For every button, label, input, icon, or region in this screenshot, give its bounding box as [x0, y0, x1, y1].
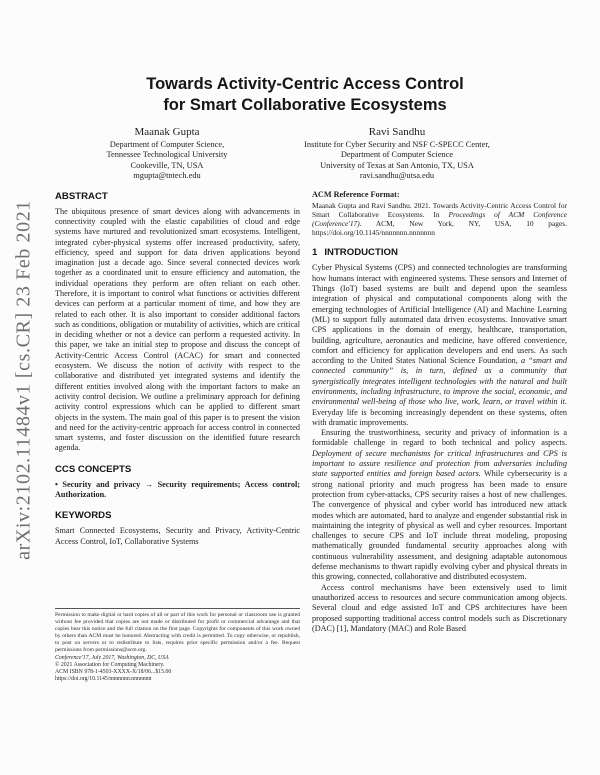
acm-ref-text-a: Maanak Gupta and Ravi Sandhu. 2021. Towards Activity-Centric Access Control for Smart Collaborative Ecosystems. In	[312, 200, 567, 219]
author-2-affiliation-line3: University of Texas at San Antonio, TX, USA	[320, 160, 474, 170]
ccs-concepts-heading: CCS CONCEPTS	[55, 463, 132, 475]
introduction-paragraph-1	[312, 263, 567, 428]
keywords-text: Smart Connected Ecosystems, Security and Privacy, Activity-Centric Access Control, IoT, Collaborative Systems	[55, 526, 300, 546]
arxiv-identifier-stamp: arXiv:2102.11484v1 [cs.CR] 23 Feb 2021	[12, 200, 35, 560]
ccs-concept-list: Security requirements; Access control; Authorization.	[55, 479, 300, 500]
permission-statement: Permission to make digital or hard copies of all or part of this work for personal or classroom use is granted without fee provided that copies are not made or distributed for profit or commercial advantage and that copies bear this notice and the full citation on the first page. Copyrights for components of this work owned by others than ACM must be honored. Abstracting with credit is permitted. To copy otherwise, or republish, to post on servers or to redistribute to lists, requires prior specific permission and/or a fee. Request permissions from permissions@acm.org.	[55, 612, 300, 653]
author-1-name: Maanak Gupta	[134, 126, 200, 138]
acm-ref-text-italic: Proceedings of ACM Conference (Conference'17).	[312, 209, 568, 229]
ccs-arrow: →	[140, 479, 158, 489]
author-2-affiliation-line1: Institute for Cyber Security and NSF C-SPECC Center,	[304, 140, 490, 149]
introduction-section-title: INTRODUCTION	[324, 247, 398, 259]
author-2-name: Ravi Sandhu	[368, 126, 426, 138]
abstract-paragraph	[55, 207, 300, 454]
abstract-text-b: with respect to the collaborative and distributed yet integrated systems and identify the different entities involved along with the important factors to make an activity control decision. We outline a preliminary approach for defining activity control expressions which can be applied to different smart objects in the system. The main goal of this paper is to present the vision and need for the activity-centric approach for access control in connected smart systems, and foster discussion on the identified future research agenda.	[55, 361, 300, 453]
acm-reference-text	[312, 201, 567, 238]
author-1-affiliation-line2: Tennessee Technological University	[106, 150, 228, 160]
introduction-paragraph-2	[312, 428, 567, 582]
intro-p2-italic-text: Deployment of secure mechanisms for critical infrastructures and CPS is important to assure resilience and protection from adversaries including state supported entities and foreign based actors.	[312, 448, 567, 479]
paper-title-line2: for Smart Collaborative Ecosystems	[163, 96, 447, 114]
conference-line: Conference'17, July 2017, Washington, DC, USA	[55, 654, 169, 661]
isbn-line: ACM ISBN 978-1-4503-XXXX-X/18/06...$15.00	[55, 669, 172, 676]
two-column-body	[55, 188, 567, 688]
acm-ref-text-b: ACM, New York, NY, USA, 10 pages. https://doi.org/10.1145/nnnnnnn.nnnnnnn	[312, 219, 567, 238]
ccs-category: • Security and privacy	[55, 479, 141, 489]
author-2-affiliation-line2: Department of Computer Science	[340, 150, 454, 160]
intro-p2-text-a: Ensuring the trustworthiness, security and privacy of information is a formidable challenge in regard to both technical and policy aspects.	[312, 428, 567, 448]
intro-p1-text-a: Cyber Physical Systems (CPS) and connected technologies are transforming how humans interact with engineered systems. These sensors and Internet of Things (IoT) based systems are built and depend upon the seamless integration of physical and computational components along with the emerging technologies of Artificial Intelligence (AI) and Machine Learning (ML) to support fully automated data driven ecosystems. Innovative smart CPS applications in the domain of energy, healthcare, transportation, building, agriculture, aeronautics and medicine, have offered convenience, comfort and efficiency for application developers and end users. As such according to the United States National Science Foundation,	[312, 263, 567, 366]
introduction-heading	[312, 247, 567, 259]
copyright-line: © 2021 Association for Computing Machinery.	[55, 662, 165, 669]
copyright-footnote-block	[55, 608, 300, 683]
ccs-concepts-line	[55, 480, 300, 501]
abstract-heading: ABSTRACT	[55, 190, 108, 202]
paper-content	[55, 0, 567, 688]
author-1-email: mgupta@tntech.edu	[133, 171, 201, 181]
author-1-affiliation-line3: Cookeville, TN, USA	[130, 160, 204, 170]
author-2-email: ravi.sandhu@utsa.edu	[359, 171, 435, 181]
author-2	[279, 125, 515, 182]
paper-title	[55, 74, 555, 116]
right-column	[312, 188, 567, 688]
paper-title-line1: Towards Activity-Centric Access Control	[146, 75, 464, 93]
introduction-section-number: 1	[312, 247, 318, 259]
author-1-affiliation-line1: Department of Computer Science,	[109, 140, 225, 149]
abstract-text-a: The ubiquitous presence of smart devices along with advancements in connectivity coupled with the elastic capabilities of cloud and edge systems have nurtured and revolutionized smart ecosystems. Intelligent, integrated cyber-physical systems offer increased productivity, safety, efficiency, speed and support for data driven applications beyond imagination just a decade ago. Since several connected devices work together as a coordinated unit to ensure efficiency and automation, the individual operations they perform are often reliant on each other. Therefore, it is important to control what functions or activities different devices can perform at a particular moment of time, and how they are related to each other. It is also important to consider additional factors such as conditions, obligation or mutability of activities, which are critical in deciding whether or not a device can perform a requested activity. In this paper, we take an initial step to propose and discuss the concept of Activity-Centric Access Control (ACAC) for smart and connected ecosystem. We discuss the notion of	[55, 206, 300, 371]
acm-reference-heading: ACM Reference Format:	[312, 189, 400, 199]
intro-p2-text-b: While cybersecurity is a strong national priority and much progress has been made to ensure protection from cyber-attacks, CPS security raises a host of new challenges. The convergence of physical and cyber world has introduced new attack modes which are automated, hard to analyze and engender substantial risk in maintaining the integrity of physical as well and cyber resources. Important challenges to secure CPS and IoT include threat modeling, proposing mathematically grounded fundamental security approaches along with continuous vulnerability assessment, and designing adaptable autonomous defense mechanisms to thwart rapidly evolving cyber and physical threats in this growing, connected, collaborative and distributed ecosystem.	[312, 469, 567, 582]
keywords-heading: KEYWORDS	[55, 510, 112, 522]
intro-p1-text-b: Everyday life is becoming increasingly dependent on these systems, often with dramatic improvements.	[312, 407, 567, 427]
author-block	[55, 125, 567, 182]
left-column	[55, 188, 300, 688]
intro-p1-italic-quote: a “smart and connected community” is, in turn, defined as a community that synergistically integrates intelligent technologies with the natural and built environments, including infrastructure, to improve the social, economic, and environmental well-being of those who live, work, learn, or travel within it.	[312, 356, 567, 407]
author-1	[55, 125, 279, 182]
introduction-paragraph-3: Access control mechanisms have been extensively used to limit unauthorized access to resources and secure communication among objects. Several cloud and edge assisted IoT and CPS architectures have been proposed supporting traditional access control models such as Discretionary (DAC) [1], Mandatory (MAC) and Role Based	[312, 582, 567, 633]
doi-line: https://doi.org/10.1145/nnnnnnn.nnnnnnn	[55, 676, 152, 683]
abstract-text-italic: activity	[198, 361, 223, 371]
